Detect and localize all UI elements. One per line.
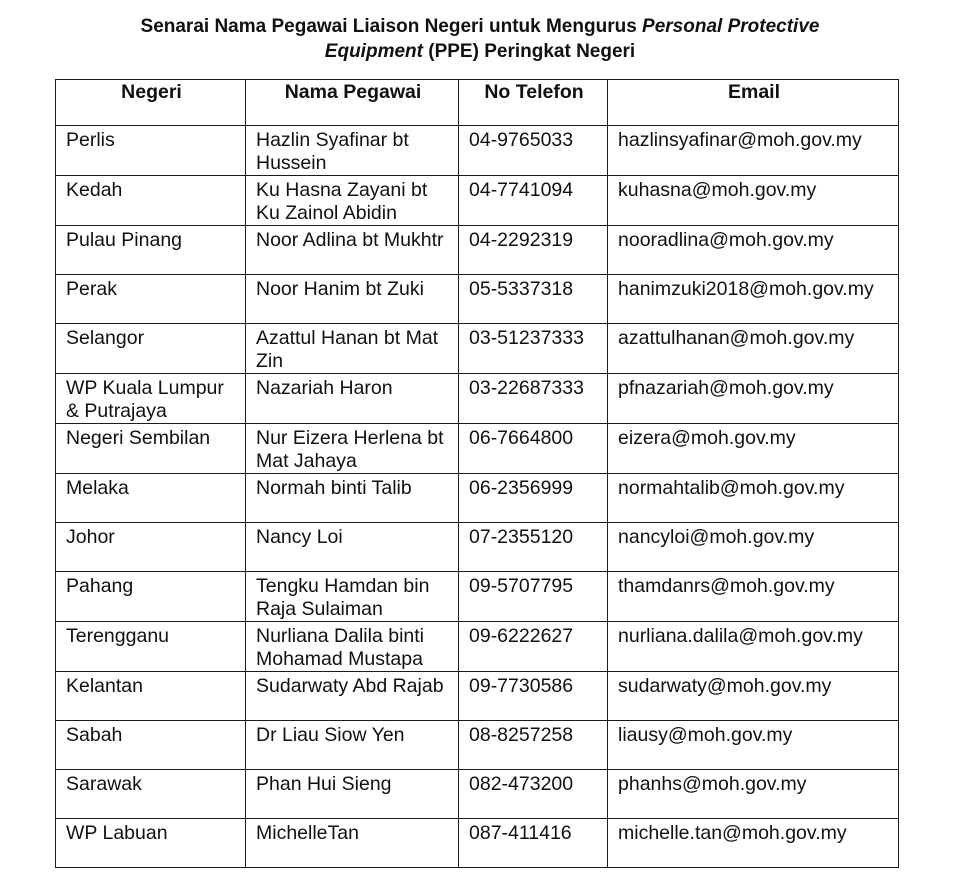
cell-state: Negeri Sembilan [56, 424, 246, 474]
table-row [56, 770, 899, 819]
document-title [0, 14, 960, 64]
cell-phone: 09-5707795 [459, 572, 608, 622]
cell-email: kuhasna@moh.gov.my [608, 176, 899, 226]
header-no-telefon: No Telefon [459, 80, 608, 126]
cell-email: michelle.tan@moh.gov.my [608, 819, 899, 868]
cell-phone: 07-2355120 [459, 523, 608, 572]
cell-email: nurliana.dalila@moh.gov.my [608, 622, 899, 672]
cell-state: Pulau Pinang [56, 226, 246, 275]
cell-phone: 082-473200 [459, 770, 608, 819]
cell-email: hazlinsyafinar@moh.gov.my [608, 126, 899, 176]
cell-email: normahtalib@moh.gov.my [608, 474, 899, 523]
table-row [56, 324, 899, 374]
cell-officer: Sudarwaty Abd Rajab [246, 672, 459, 721]
cell-state: Pahang [56, 572, 246, 622]
table-row [56, 622, 899, 672]
cell-email: nancyloi@moh.gov.my [608, 523, 899, 572]
cell-email: thamdanrs@moh.gov.my [608, 572, 899, 622]
cell-phone: 03-51237333 [459, 324, 608, 374]
cell-state: Terengganu [56, 622, 246, 672]
cell-state: Kelantan [56, 672, 246, 721]
cell-email: liausy@moh.gov.my [608, 721, 899, 770]
table-row [56, 721, 899, 770]
cell-officer: Normah binti Talib [246, 474, 459, 523]
table-row [56, 672, 899, 721]
cell-state: Selangor [56, 324, 246, 374]
cell-officer: Hazlin Syafinar bt Hussein [246, 126, 459, 176]
cell-email: hanimzuki2018@moh.gov.my [608, 275, 899, 324]
table-body [56, 126, 899, 868]
cell-email: nooradlina@moh.gov.my [608, 226, 899, 275]
title-line-1 [0, 14, 960, 39]
cell-state: Perlis [56, 126, 246, 176]
cell-officer: Nur Eizera Herlena bt Mat Jahaya [246, 424, 459, 474]
title-italic-equipment: Equipment [324, 41, 423, 62]
header-nama-pegawai: Nama Pegawai [246, 80, 459, 126]
cell-email: eizera@moh.gov.my [608, 424, 899, 474]
cell-state: Johor [56, 523, 246, 572]
table-row [56, 572, 899, 622]
title-italic-ppe: Personal Protective [642, 16, 820, 37]
cell-officer: Nurliana Dalila binti Mohamad Mustapa [246, 622, 459, 672]
cell-phone: 03-22687333 [459, 374, 608, 424]
cell-state: Perak [56, 275, 246, 324]
cell-state: Sabah [56, 721, 246, 770]
header-negeri: Negeri [56, 80, 246, 126]
cell-phone: 08-8257258 [459, 721, 608, 770]
cell-phone: 05-5337318 [459, 275, 608, 324]
table-row [56, 374, 899, 424]
table-row [56, 176, 899, 226]
table-row [56, 226, 899, 275]
cell-officer: Ku Hasna Zayani bt Ku Zainol Abidin [246, 176, 459, 226]
cell-state: Sarawak [56, 770, 246, 819]
cell-officer: MichelleTan [246, 819, 459, 868]
cell-officer: Nancy Loi [246, 523, 459, 572]
cell-officer: Nazariah Haron [246, 374, 459, 424]
cell-officer: Noor Hanim bt Zuki [246, 275, 459, 324]
cell-officer: Dr Liau Siow Yen [246, 721, 459, 770]
table-row [56, 523, 899, 572]
cell-phone: 09-6222627 [459, 622, 608, 672]
title-text: Senarai Nama Pegawai Liaison Negeri untuk Mengurus [140, 16, 643, 37]
table-row [56, 424, 899, 474]
cell-phone: 04-9765033 [459, 126, 608, 176]
table-row [56, 819, 899, 868]
cell-phone: 06-7664800 [459, 424, 608, 474]
table-row [56, 126, 899, 176]
title-text-suffix: (PPE) Peringkat Negeri [422, 41, 636, 62]
cell-officer: Azattul Hanan bt Mat Zin [246, 324, 459, 374]
table-row [56, 474, 899, 523]
cell-officer: Phan Hui Sieng [246, 770, 459, 819]
cell-phone: 06-2356999 [459, 474, 608, 523]
cell-email: pfnazariah@moh.gov.my [608, 374, 899, 424]
cell-state: Kedah [56, 176, 246, 226]
cell-state: Melaka [56, 474, 246, 523]
cell-email: azattulhanan@moh.gov.my [608, 324, 899, 374]
liaison-officers-table [55, 79, 899, 868]
cell-phone: 087-411416 [459, 819, 608, 868]
cell-email: sudarwaty@moh.gov.my [608, 672, 899, 721]
cell-phone: 09-7730586 [459, 672, 608, 721]
table-header-row [56, 80, 899, 126]
title-line-2 [0, 39, 960, 64]
cell-officer: Tengku Hamdan bin Raja Sulaiman [246, 572, 459, 622]
header-email: Email [608, 80, 899, 126]
cell-phone: 04-7741094 [459, 176, 608, 226]
cell-state: WP Labuan [56, 819, 246, 868]
cell-officer: Noor Adlina bt Mukhtr [246, 226, 459, 275]
table-row [56, 275, 899, 324]
cell-email: phanhs@moh.gov.my [608, 770, 899, 819]
cell-state: WP Kuala Lumpur & Putrajaya [56, 374, 246, 424]
cell-phone: 04-2292319 [459, 226, 608, 275]
